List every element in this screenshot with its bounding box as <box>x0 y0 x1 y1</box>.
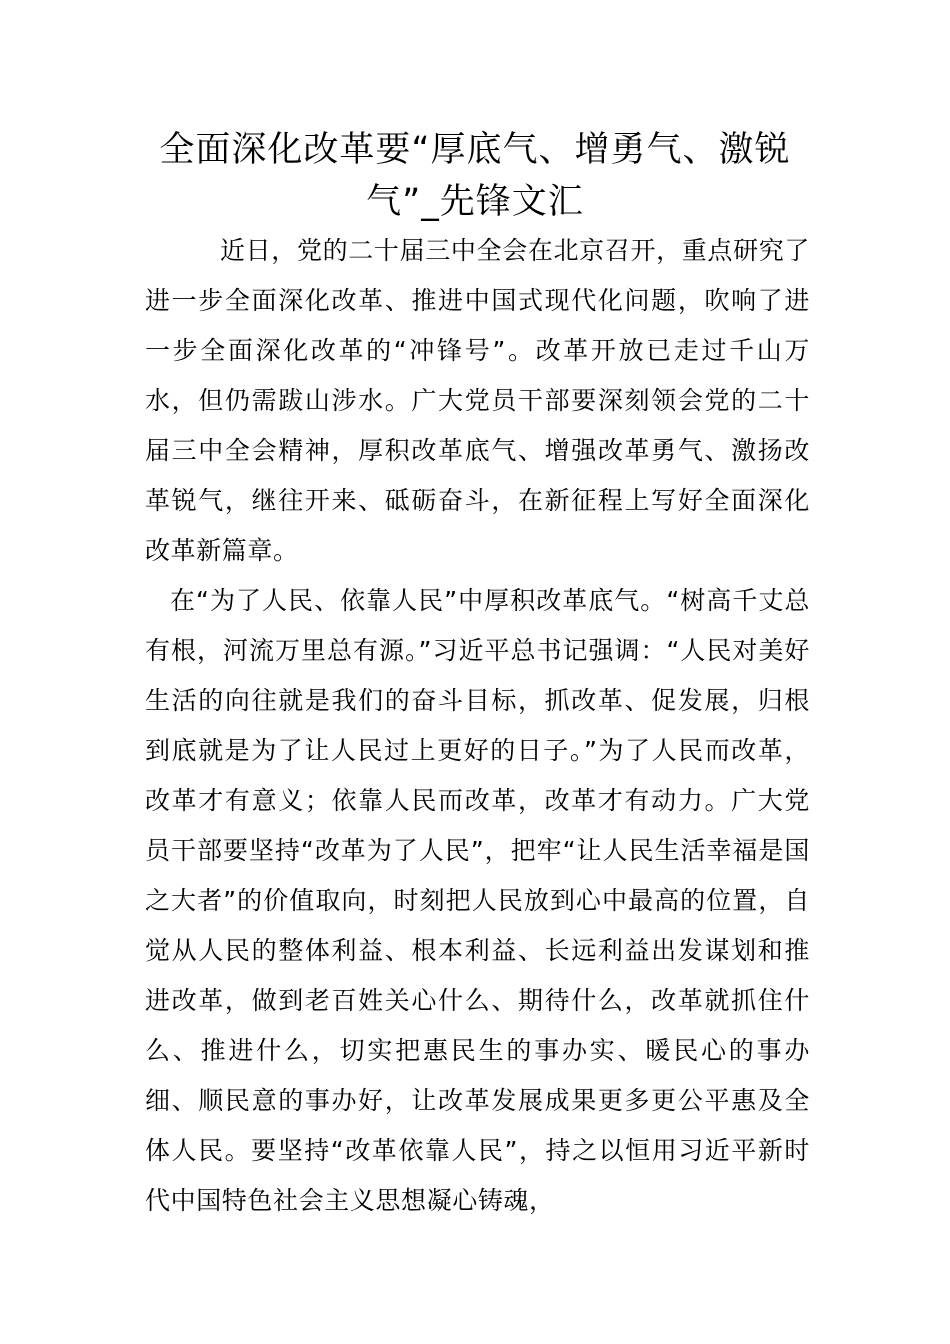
document-title: 全面深化改革要“厚底气、增勇气、激锐气”_先锋文汇 <box>159 130 791 222</box>
paragraph-2: 在“为了人民、依靠人民”中厚积改革底气。“树高千丈总有根，河流万里总有源。”习近平总书记强调：“人民对美好生活的向往就是我们的奋斗目标，抓改革、促发展，归根到底就是为了让人民过上更好的日子。”为了人民而改革，改革才有意义；依靠人民而改革，改革才有动力。广大党员干部要坚持“改革为了人民”，把牢“让人民生活幸福是国之大者”的价值取向，时刻把人民放到心中最高的位置，自觉从人民的整体利益、根本利益、长远利益出发谋划和推进改革，做到老百姓关心什么、期待什么，改革就抓住什么、推进什么，切实把惠民生的事办实、暖民心的事办细、顺民意的事办好，让改革发展成果更多更公平惠及全体人民。要坚持“改革依靠人民”，持之以恒用习近平新时代中国特色社会主义思想凝心铸魂， <box>145 586 810 1215</box>
paragraph-1: 近日，党的二十届三中全会在北京召开，重点研究了进一步全面深化改革、推进中国式现代化问题，吹响了进一步全面深化改革的“冲锋号”。改革开放已走过千山万水，但仍需跋山涉水。广大党员干部要深刻领会党的二十届三中全会精神，厚积改革底气、增强改革勇气、激扬改革锐气，继往开来、砥砺奋斗，在新征程上写好全面深化改革新篇章。 <box>145 236 810 565</box>
